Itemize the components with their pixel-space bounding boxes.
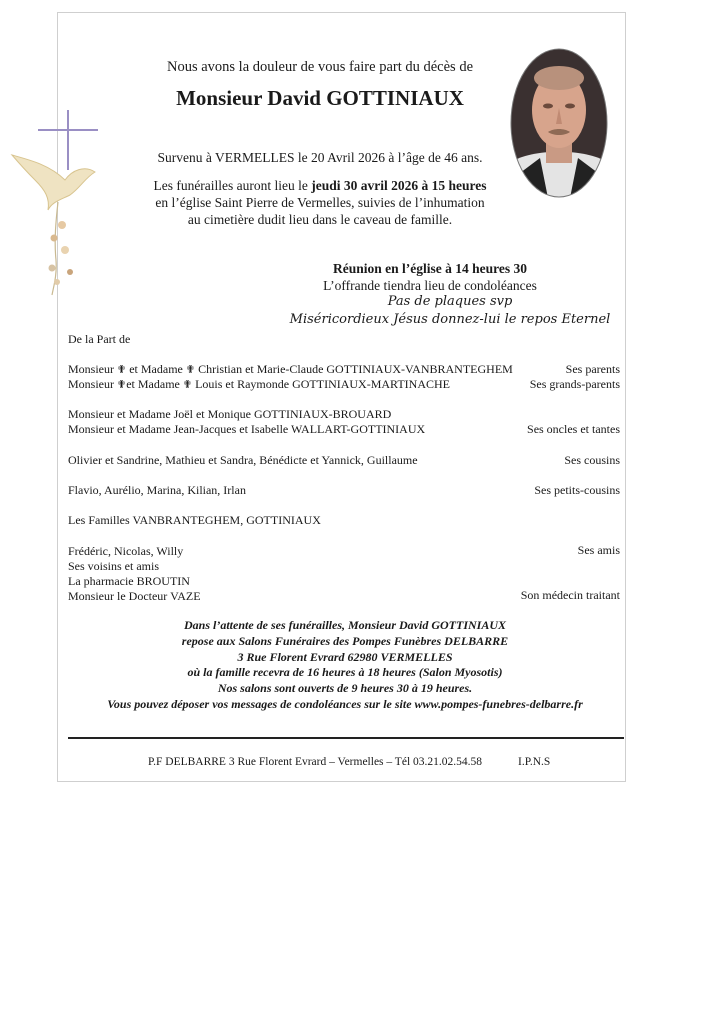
reunion-text: Réunion en l’église à 14 heures 30: [332, 261, 527, 276]
footer-ipns: I.P.N.S: [518, 756, 551, 768]
doctor-role: Son médecin traitant: [520, 588, 620, 602]
handwritten-note-2: Miséricordieux Jésus donnez-lui le repos Eternel: [289, 312, 611, 327]
death-notice: Survenu à VERMELLES le 20 Avril 2026 à l’âge de 46 ans.: [157, 150, 483, 165]
funeral-line1-pre: Les funérailles auront lieu le: [153, 178, 312, 193]
closing-line-2: repose aux Salons Funéraires des Pompes Funèbres DELBARRE: [181, 633, 509, 648]
cross-icon: ✟: [185, 363, 196, 376]
cross-icon: ✟: [117, 363, 127, 376]
grandparents-role: Ses grands-parents: [529, 377, 620, 391]
de-la-part: De la Part de: [68, 332, 131, 346]
parents-pre: Monsieur: [68, 362, 117, 376]
handwritten-note-1: Pas de plaques svp: [387, 294, 513, 309]
parents-mid: et Madame: [126, 362, 186, 376]
deceased-name: Monsieur David GOTTINIAUX: [176, 86, 464, 110]
grandparents-mid: et Madame: [126, 377, 183, 391]
cross-icon: ✟: [182, 378, 193, 391]
funeral-line2: en l’église Saint Pierre de Vermelles, suivies de l’inhumation: [155, 195, 485, 210]
petits-cousins-line: Flavio, Aurélio, Marina, Kilian, Irlan: [68, 483, 246, 497]
funeral-date: jeudi 30 avril 2026 à 15 heures: [311, 178, 487, 193]
familles-line: Les Familles VANBRANTEGHEM, GOTTINIAUX: [68, 513, 321, 527]
friends-line-2: Ses voisins et amis: [68, 559, 160, 573]
friends-line-1: Frédéric, Nicolas, Willy: [68, 544, 184, 558]
footer-address: P.F DELBARRE 3 Rue Florent Evrard – Vermelles – Tél 03.21.02.54.58: [148, 756, 483, 768]
closing-line-6: Vous pouvez déposer vos messages de condoléances sur le site www.pompes-funebres-delbarre.fr: [107, 696, 583, 711]
intro-text: Nous avons la douleur de vous faire part du décès de: [166, 59, 473, 75]
cousins-role: Ses cousins: [564, 453, 620, 467]
cousins-line: Olivier et Sandrine, Mathieu et Sandra, Bénédicte et Yannick, Guillaume: [68, 453, 418, 467]
closing-line-4: où la famille recevra de 16 heures à 18 heures (Salon Myosotis): [187, 665, 503, 680]
doctor-line: Monsieur le Docteur VAZE: [68, 589, 201, 603]
funeral-details: [100, 177, 540, 228]
closing-line-3: 3 Rue Florent Evrard 62980 VERMELLES: [237, 649, 453, 664]
uncles-line-2: Monsieur et Madame Jean-Jacques et Isabelle WALLART-GOTTINIAUX: [68, 422, 426, 436]
offrande-text: L’offrande tiendra lieu de condoléances: [323, 278, 537, 293]
uncles-line-1: Monsieur et Madame Joël et Monique GOTTINIAUX-BROUARD: [68, 407, 392, 421]
reunion-block: [290, 260, 570, 294]
parents-names: Christian et Marie-Claude GOTTINIAUX-VANBRANTEGHEM: [195, 362, 513, 376]
friends-line-3: La pharmacie BROUTIN: [68, 574, 190, 588]
funeral-line3: au cimetière dudit lieu dans le caveau de famille.: [187, 212, 453, 227]
parents-role: Ses parents: [565, 362, 620, 376]
closing-line-5: Nos salons sont ouverts de 9 heures 30 à 19 heures.: [217, 681, 473, 696]
parents-line: [68, 362, 513, 377]
grandparents-names: Louis et Raymonde GOTTINIAUX-MARTINACHE: [192, 377, 450, 391]
friends-role: Ses amis: [577, 543, 620, 557]
closing-line-1: Dans l’attente de ses funérailles, Monsieur David GOTTINIAUX: [183, 618, 506, 632]
grandparents-pre: Monsieur: [68, 377, 117, 391]
uncles-role: Ses oncles et tantes: [527, 422, 620, 436]
footer-divider: [68, 737, 624, 739]
petits-cousins-role: Ses petits-cousins: [534, 483, 620, 497]
closing-block: [80, 618, 610, 713]
cross-icon: ✟: [117, 378, 127, 391]
grandparents-line: [68, 377, 450, 392]
